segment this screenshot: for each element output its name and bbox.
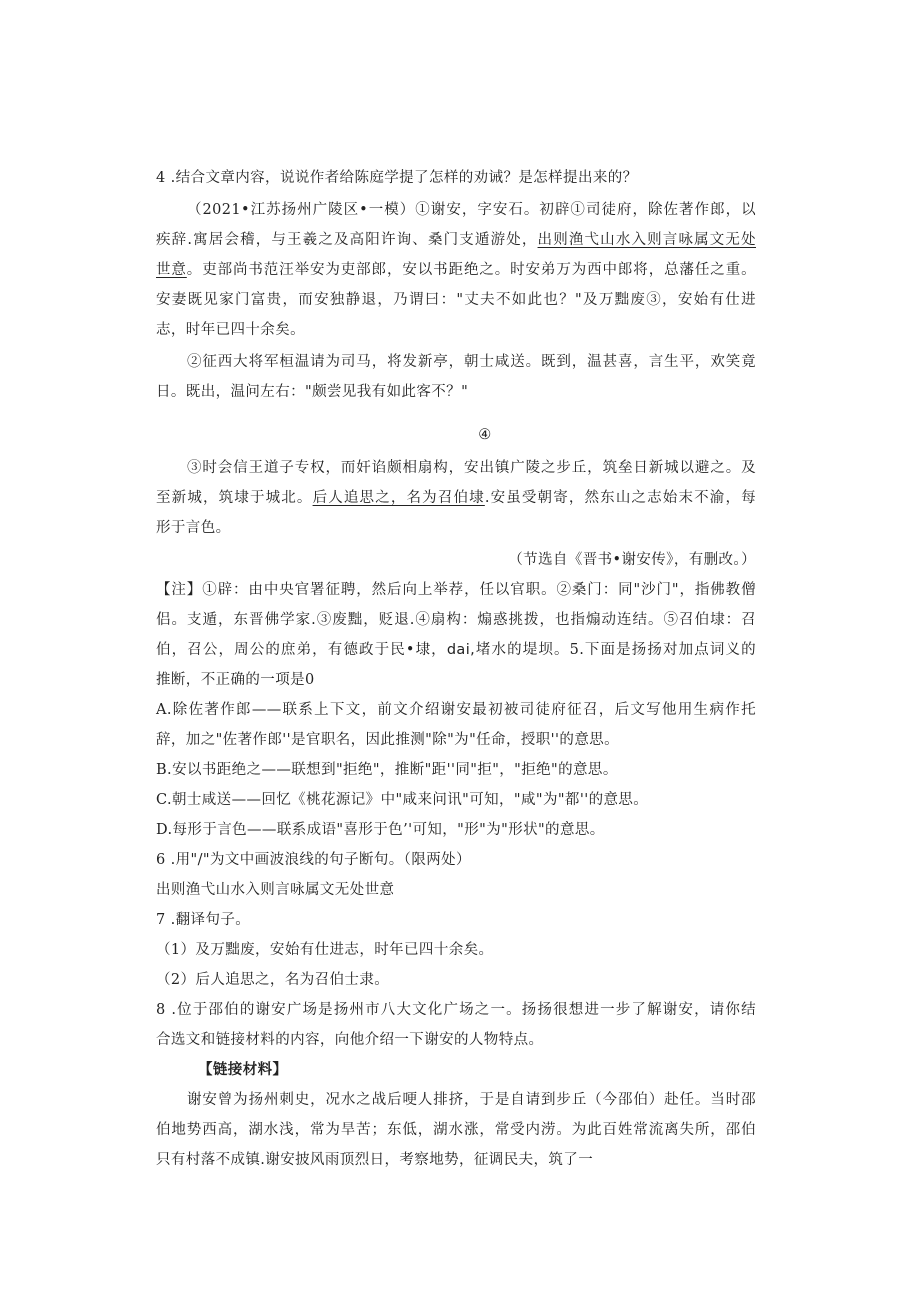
- question-6-sentence: 出则渔弋山水入则言咏属文无处世意: [156, 882, 395, 898]
- passage-p3-line1: ③时会信王道子专权，而奸谄颇相扇构，安出镇广陵之步丘，筑垒日新城以避之。及: [187, 460, 756, 476]
- footnote-marker: ④: [478, 427, 492, 443]
- notes-line2: 侣。支遁，东晋佛学家.③废黜，贬退.④扇构：煽惑挑拨，也指煽动连结。⑤召伯埭：召: [156, 612, 756, 628]
- question-8-line1: 8 .位于邵伯的谢安广场是扬州市八大文化广场之一。扬扬很想进一步了解谢安，请你结: [156, 1002, 756, 1018]
- option-d: D.每形于言色——联系成语"喜形于色’'可知，"形"为"形状"的意思。: [156, 822, 605, 838]
- passage-text: 疾辞.寓居会稽，与王羲之及高阳许询、桑门支遁游处，: [156, 232, 538, 248]
- question-7-sentence-1: （1）及万黜废，安始有仕进志，时年已四十余矣。: [156, 942, 494, 958]
- question-6: 6 .用"/"为文中画波浪线的句子断句。（限两处）: [156, 852, 471, 868]
- passage-p1-line1: （2021•江苏扬州广陵区•一模）①谢安，字安石。初辟①司徒府，除佐著作郎，以: [187, 202, 756, 218]
- notes-text: 伯，召公，周公的庶弟，有德政于民•埭，: [156, 642, 447, 658]
- passage-p3-line3: 形于言色。: [156, 520, 231, 536]
- notes-line3: [156, 640, 756, 660]
- passage-p1-line2: [156, 230, 756, 250]
- material-line1: 谢安曾为扬州刺史，况水之战后哽人排挤，于是自请到步丘（今邵伯）赴任。当时邵: [187, 1092, 756, 1108]
- passage-text: .安虽受朝寄，然东山之志始末不渝，每: [484, 490, 756, 506]
- passage-p1-line5: 志，时年已四十余矣。: [156, 322, 305, 338]
- question-4: 4 .结合文章内容，说说作者给陈庭学提了怎样的劝诫？是怎样提出来的？: [156, 170, 638, 186]
- pinyin: dai,: [446, 642, 476, 658]
- material-line3: 只有村落不成镇.谢安披风雨顶烈日，考察地势，征调民夫，筑了一: [156, 1152, 594, 1168]
- wavy-underlined-sentence-end: 世意: [156, 262, 187, 278]
- passage-p3-line2: [156, 488, 756, 508]
- question-8-line2: 合选文和链接材料的内容，向他介绍一下谢安的人物特点。: [156, 1032, 544, 1048]
- passage-text: 。吏部尚书范汪举安为吏部郎，安以书距绝之。时安弟万为西中郎将，总藩任之重。: [186, 262, 756, 278]
- option-a-line2: 辞，加之"佐著作郎''是官职名，因此推测"除"为"任命，授职''的意思。: [156, 732, 620, 748]
- question-7-sentence-2: （2）后人追思之，名为召伯士隶。: [156, 972, 390, 988]
- passage-text: 至新城，筑埭于城北。: [156, 490, 313, 506]
- option-b: B.安以书距绝之——联想到"拒绝"，推断"距''同"拒"，"拒绝"的意思。: [156, 762, 618, 778]
- material-line2: 伯地势西高，湖水浅，常为旱苦；东低，湖水涨，常受内涝。为此百姓常流离失所，邵伯: [156, 1122, 756, 1138]
- material-title: 【链接材料】: [198, 1061, 288, 1078]
- passage-source: （节选自《晋书•谢安传》，有删改。）: [508, 552, 756, 568]
- passage-p1-line3: [156, 260, 756, 280]
- underlined-sentence: 后人追思之，名为召伯埭: [312, 490, 485, 506]
- notes-line1: 【注】①辟：由中央官署征聘，然后向上举荐，任以官职。②桑门：同"沙门"，指佛教僧: [156, 582, 756, 598]
- passage-p1-line4: 安妻既见家门富贵，而安独静退，乃谓曰："丈夫不如此也？"及万黜废③，安始有仕进: [156, 292, 756, 308]
- notes-line4: 推断，不正确的一项是0: [156, 672, 315, 688]
- passage-p2-line2: 日。既出，温问左右："颇尝见我有如此客不？": [156, 384, 469, 400]
- wavy-underlined-sentence: 出则渔弋山水入则言咏属文无处: [537, 232, 756, 248]
- passage-p2-line1: ②征西大将军桓温请为司马，将发新亭，朝士咸送。既到，温甚喜，言生平，欢笑竟: [187, 354, 756, 370]
- option-c: C.朝士咸送——回忆《桃花源记》中"咸来问讯"可知，"咸"为"都''的意思。: [156, 792, 649, 808]
- option-a-line1: A.除佐著作郎——联系上下文，前文介绍谢安最初被司徒府征召，后文写他用生病作托: [156, 702, 756, 718]
- notes-text: 堵水的堤坝。5.下面是扬扬对加点词义的: [475, 642, 757, 658]
- question-7: 7 .翻译句子。: [156, 912, 251, 928]
